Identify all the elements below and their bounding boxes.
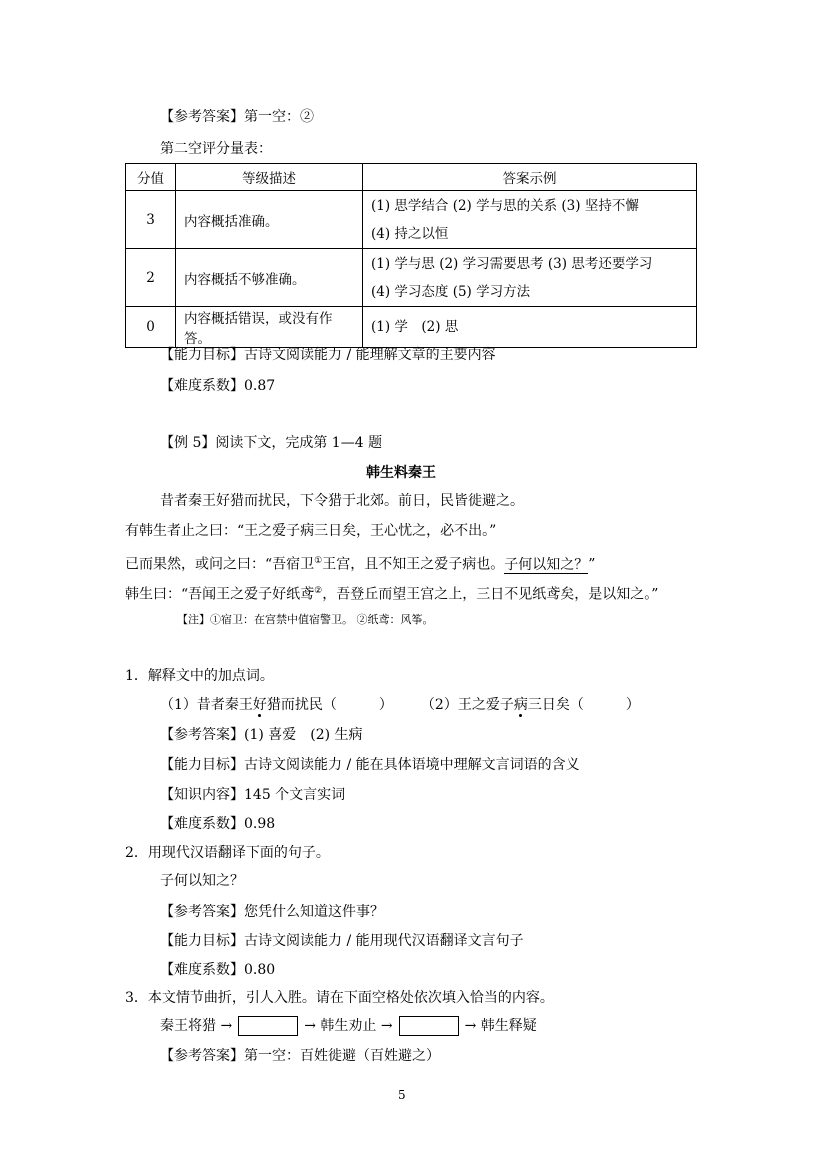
answer: 【参考答案】(1) 喜爱 (2) 生病 bbox=[160, 727, 363, 743]
passage-paragraph bbox=[125, 581, 658, 605]
question-2-stem: 2．用现代汉语翻译下面的句子。 bbox=[125, 845, 330, 861]
ability-target: 【能力目标】古诗文阅读能力 / 能在具体语境中理解文言词语的含义 bbox=[160, 757, 580, 773]
text-run: 三日矣（ ） bbox=[527, 697, 640, 713]
example-line: (1) 学 (2) 思 bbox=[371, 319, 459, 335]
row-desc: 内容概括不够准确。 bbox=[176, 249, 363, 307]
flow-step: → 韩生劝止 → bbox=[304, 1018, 393, 1034]
text-run: 猎而扰民（ ） bbox=[266, 697, 393, 713]
ability-target: 【能力目标】古诗文阅读能力 / 能理解文章的主要内容 bbox=[160, 347, 496, 363]
text-run: 韩生曰：“吾闻王之爱子好纸鸢 bbox=[125, 586, 315, 603]
flow-step: 秦王将猎 → bbox=[160, 1018, 233, 1034]
row-score: 3 bbox=[126, 191, 176, 249]
row-desc: 内容概括准确。 bbox=[176, 191, 363, 249]
example-line: (4) 学习态度 (5) 学习方法 bbox=[371, 283, 531, 300]
row-example bbox=[363, 307, 697, 348]
dotted-word: 病 bbox=[513, 697, 528, 713]
header-level: 等级描述 bbox=[176, 164, 363, 191]
example-line: (1) 学与思 (2) 学习需要思考 (3) 思考还要学习 bbox=[371, 255, 653, 272]
question-3-stem: 3．本文情节曲折，引人入胜。请在下面空格处依次填入恰当的内容。 bbox=[125, 990, 554, 1006]
passage-note: 【注】①宿卫：在宫禁中值宿警卫。 ②纸鸢：风筝。 bbox=[177, 613, 434, 626]
question-1-stem: 1．解释文中的加点词。 bbox=[125, 668, 274, 684]
page-number: 5 bbox=[398, 1088, 406, 1102]
passage-paragraph: 有韩生者止之曰：“王之爱子病三日矣，王心忧之，必不出。” bbox=[125, 523, 497, 539]
rubric-title: 第二空评分量表： bbox=[160, 141, 272, 157]
text-run: （1）昔者秦王 bbox=[160, 697, 253, 713]
text-run: ，吾登丘而望王宫之上，三日不见纸鸢矣，是以知之。” bbox=[322, 586, 659, 603]
text-run: 已而果然，或问之曰：“吾宿卫 bbox=[125, 556, 315, 573]
text-run: 王宫，且不知王之爱子病也。 bbox=[322, 556, 505, 573]
example-heading: 【例 5】阅读下文，完成第 1—4 题 bbox=[160, 435, 383, 451]
blank-box bbox=[238, 1016, 298, 1036]
table-row bbox=[126, 249, 697, 307]
table-row bbox=[126, 191, 697, 249]
flow-step: → 韩生释疑 bbox=[464, 1018, 537, 1034]
underlined-sentence: 子何以知之？ bbox=[504, 556, 589, 573]
text-run: ” bbox=[588, 556, 596, 573]
table-header-row bbox=[126, 164, 697, 191]
answer: 【参考答案】第一空：百姓徙避（百姓避之） bbox=[160, 1048, 440, 1064]
row-example bbox=[363, 249, 697, 307]
row-score: 2 bbox=[126, 249, 176, 307]
row-example bbox=[363, 191, 697, 249]
footnote-mark: ② bbox=[314, 586, 323, 596]
passage-paragraph: 昔者秦王好猎而扰民，下令猎于北郊。前日，民皆徙避之。 bbox=[160, 493, 524, 509]
example-line: (1) 思学结合 (2) 学与思的关系 (3) 坚持不懈 bbox=[371, 197, 639, 214]
header-example: 答案示例 bbox=[363, 164, 697, 191]
row-desc: 内容概括错误，或没有作答。 bbox=[176, 307, 363, 348]
example-line: (4) 持之以恒 bbox=[371, 225, 449, 242]
scoring-table bbox=[125, 163, 697, 348]
difficulty: 【难度系数】0.80 bbox=[160, 962, 276, 978]
blank-box bbox=[399, 1016, 459, 1036]
passage-title: 韩生料秦王 bbox=[366, 465, 436, 481]
text-run: （2）王之爱子 bbox=[420, 697, 514, 713]
plot-flow bbox=[160, 1016, 537, 1036]
table-row bbox=[126, 307, 697, 348]
row-score: 0 bbox=[126, 307, 176, 348]
passage-paragraph bbox=[125, 551, 595, 575]
difficulty: 【难度系数】0.98 bbox=[160, 816, 276, 832]
answer-first-blank: 【参考答案】第一空：② bbox=[160, 109, 314, 125]
dotted-word: 好 bbox=[252, 697, 267, 713]
answer: 【参考答案】您凭什么知道这件事？ bbox=[160, 904, 384, 920]
knowledge-content: 【知识内容】145 个文言实词 bbox=[160, 787, 346, 803]
question-1-items bbox=[160, 695, 640, 715]
ability-target: 【能力目标】古诗文阅读能力 / 能用现代汉语翻译文言句子 bbox=[160, 933, 524, 949]
difficulty: 【难度系数】0.87 bbox=[160, 378, 276, 394]
header-score: 分值 bbox=[126, 164, 176, 191]
question-2-sentence: 子何以知之？ bbox=[160, 873, 244, 889]
footnote-mark: ① bbox=[314, 556, 323, 566]
